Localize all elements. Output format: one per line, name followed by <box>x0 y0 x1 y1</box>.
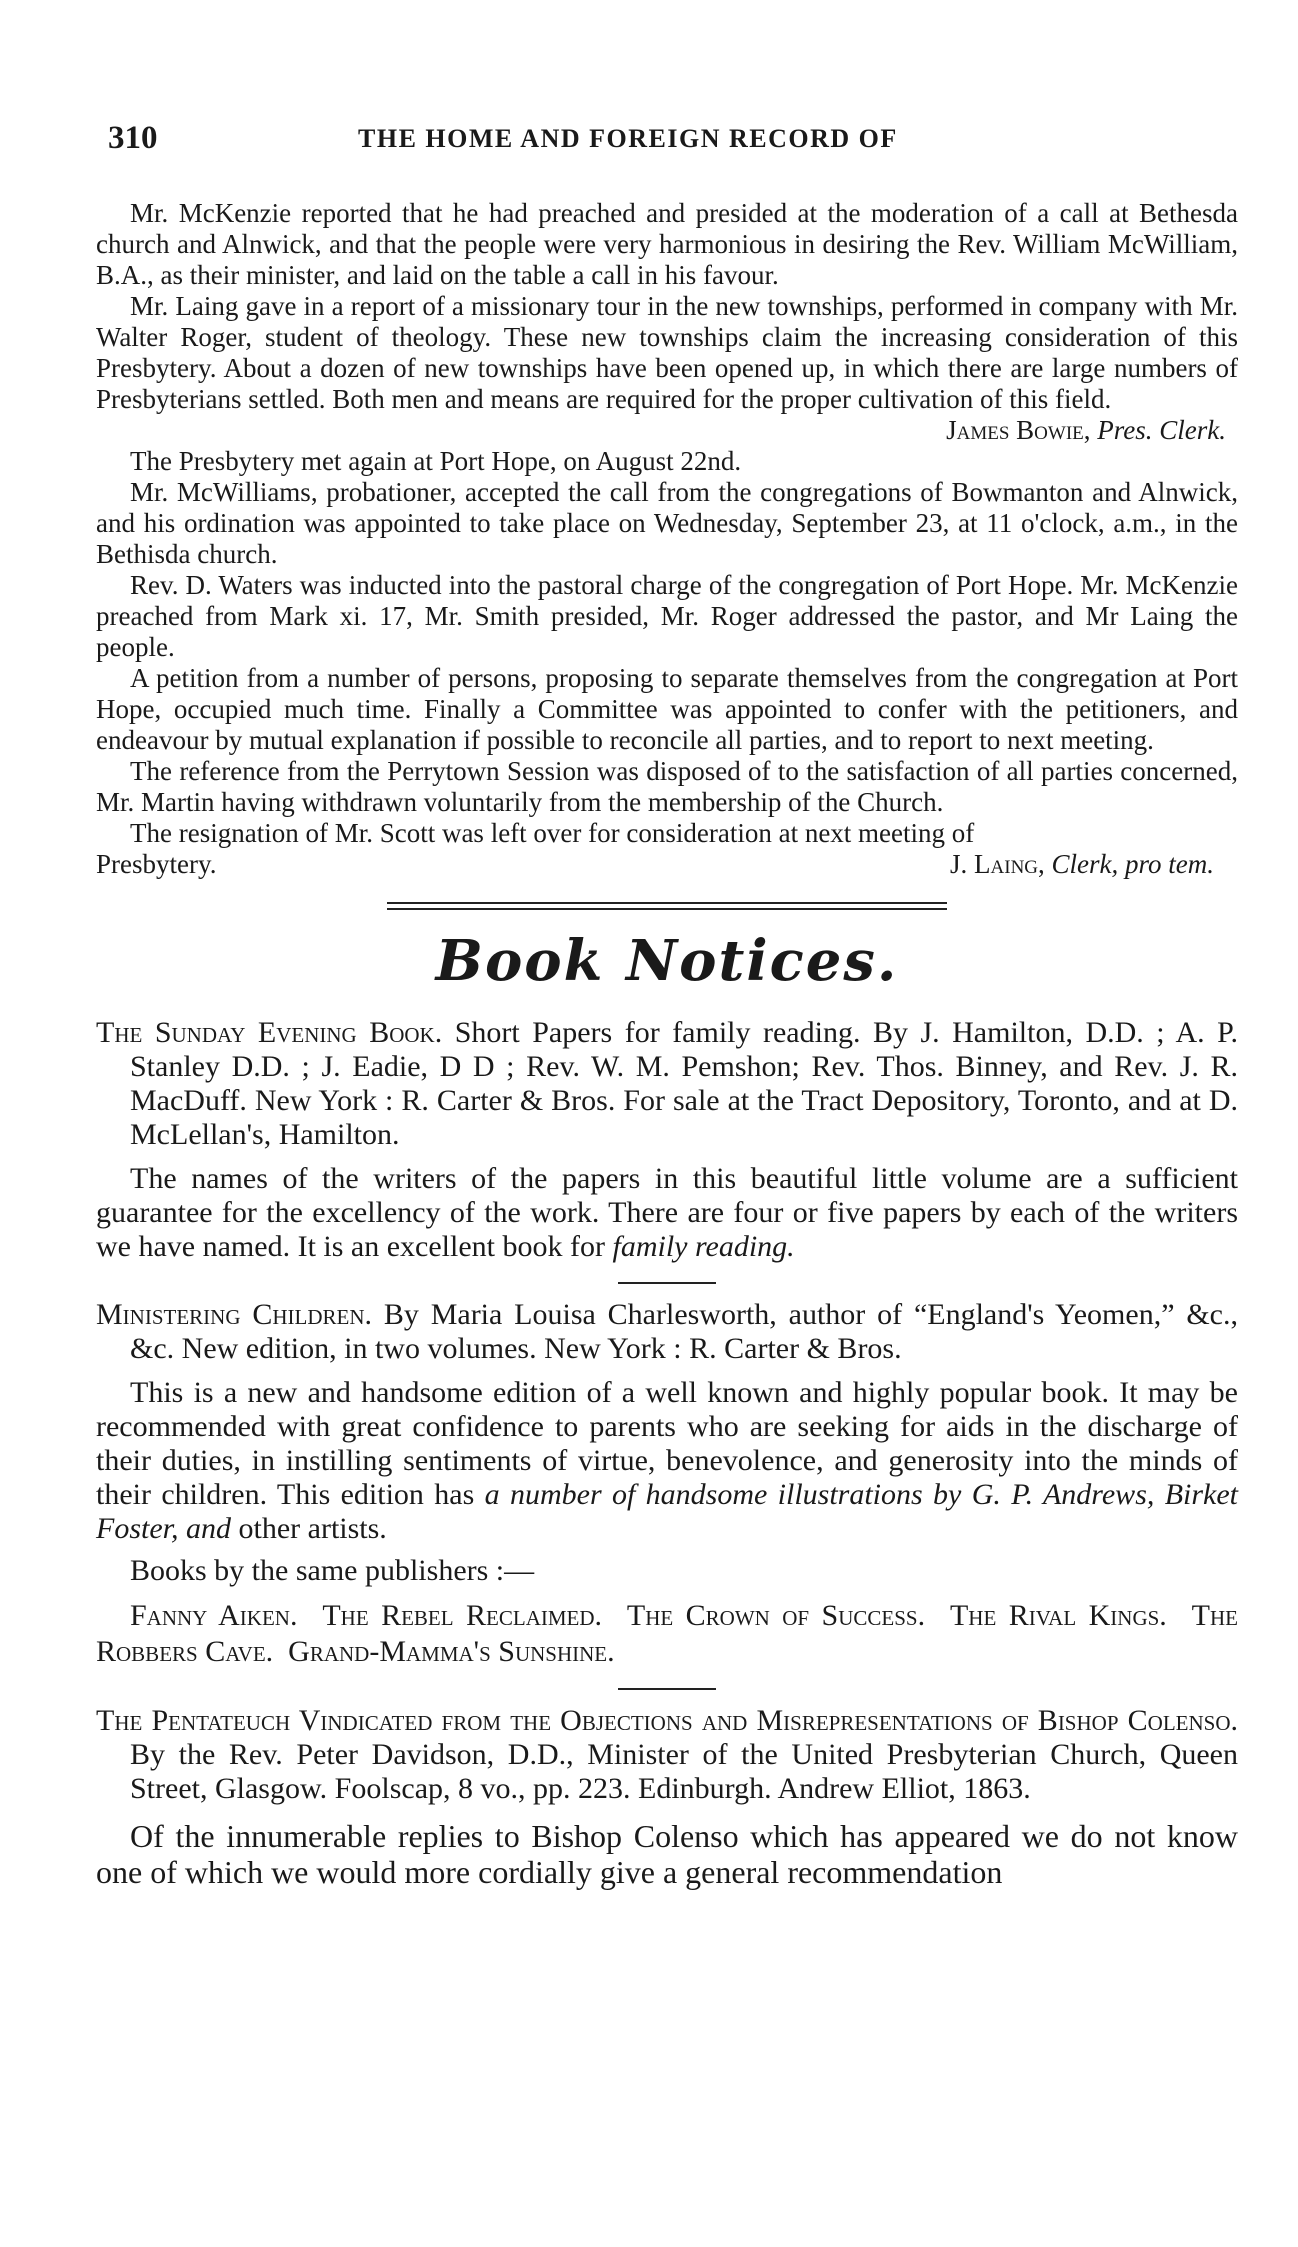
book-details: By the Rev. Peter Davidson, D.D., Minister of the United Presbyterian Church, Queen Street, Glasgow. Foolscap, 8 vo., pp. 223. Edinburgh. Andrew Elliot, 1863. <box>130 1738 1238 1805</box>
book-list-item: The Robbers Cave. <box>96 1599 1238 1668</box>
book-list-item: The Rebel Reclaimed. <box>322 1599 603 1632</box>
review-text: The names of the writers of the papers in this beautiful little volume are a sufficient guarantee for the excellency of the work. There are four or five papers by each of the writers we have named. It is an excellent book for <box>96 1162 1238 1263</box>
page-content <box>96 198 1238 1890</box>
minutes-paragraph: A petition from a number of persons, proposing to separate themselves from the congregation at Port Hope, occupied much time. Finally a Committee was appointed to confer with the petitioners, and endeavour by mutual explanation if possible to reconcile all parties, and to report to next meeting. <box>96 663 1238 755</box>
presbytery-minutes <box>96 198 1238 880</box>
review-text: This is a new and handsome edition of a well known and highly popular book. It may be recommended with great confidence to parents who are seeking for aids in the discharge of their duties, in instilling sentiments of virtue, benevolence, and generosity into the minds of their children. This edition has <box>96 1376 1238 1511</box>
notice-rule <box>618 1282 716 1284</box>
section-divider <box>387 902 947 910</box>
book-title: Ministering Children. <box>96 1298 372 1331</box>
minutes-paragraph: The Presbytery met again at Port Hope, on August 22nd. <box>130 446 742 476</box>
signature-role: Clerk, pro tem. <box>1051 849 1214 879</box>
notice-heading <box>96 1298 1238 1366</box>
review-italic: a number of handsome illustrations by G. P. Andrews, Birket Foster, and <box>96 1478 1239 1545</box>
notice-heading <box>96 1704 1238 1806</box>
notice-review: Of the innumerable replies to Bishop Colenso which has appeared we do not know one of which we would more cordially give a general recommendation <box>96 1818 1238 1890</box>
signature-name: J. Laing, <box>950 849 1045 879</box>
signature-laing <box>96 849 1238 880</box>
review-italic: family reading. <box>612 1230 795 1263</box>
book-list-item: Grand-Mamma's Sunshine. <box>288 1635 615 1668</box>
notice-review <box>96 1162 1238 1264</box>
book-list-item: The Rival Kings. <box>949 1599 1167 1632</box>
review-text-end: other artists. <box>238 1512 387 1545</box>
section-title: Book Notices. <box>435 928 899 994</box>
minutes-paragraph: The resignation of Mr. Scott was left over for consideration at next meeting of <box>130 818 975 848</box>
same-publishers-list <box>96 1598 1238 1670</box>
book-notice <box>96 1016 1238 1264</box>
closing-word: Presbytery. <box>96 849 217 879</box>
signature-bowie <box>96 415 1238 446</box>
same-publishers-intro: Books by the same publishers :— <box>130 1554 535 1587</box>
book-notice <box>96 1298 1238 1670</box>
running-title: THE HOME AND FOREIGN RECORD OF <box>358 124 898 153</box>
minutes-paragraph: The reference from the Perrytown Session was disposed of to the satisfaction of all parties concerned, Mr. Martin having withdrawn voluntarily from the membership of the Church. <box>96 756 1238 817</box>
book-list-item: The Crown of Success. <box>626 1599 926 1632</box>
notice-rule <box>618 1688 716 1690</box>
signature-role: Pres. Clerk. <box>1097 415 1226 445</box>
book-details: Short Papers for family reading. By J. Hamilton, D.D. ; A. P. Stanley D.D. ; J. Eadie, D D ; Rev. W. M. Pemshon; Rev. Thos. Binney, and Rev. J. R. MacDuff. New York : R. Carter & Bros. For sale at the Tract Depository, Toronto, and at D. McLellan's, Hamilton. <box>130 1016 1238 1151</box>
notice-review <box>96 1376 1238 1546</box>
book-list-item: Fanny Aiken. <box>130 1599 298 1632</box>
minutes-paragraph: Mr. McWilliams, probationer, accepted the call from the congregations of Bowmanton and Alnwick, and his ordination was appointed to take place on Wednesday, September 23, at 11 o'clock, a.m., in the Bethisda church. <box>96 477 1238 569</box>
page-header <box>108 120 1228 164</box>
minutes-paragraph: Rev. D. Waters was inducted into the pastoral charge of the congregation of Port Hope. Mr. McKenzie preached from Mark xi. 17, Mr. Smith presided, Mr. Roger addressed the pastor, and Mr Laing the people. <box>96 570 1238 662</box>
minutes-paragraph: Mr. Laing gave in a report of a missionary tour in the new townships, performed in company with Mr. Walter Roger, student of theology. These new townships claim the increasing consideration of this Presbytery. About a dozen of new townships have been opened up, in which there are large numbers of Presbyterians settled. Both men and means are required for the proper cultivation of this field. <box>96 291 1238 414</box>
book-title: The Sunday Evening Book. <box>96 1016 443 1049</box>
minutes-paragraph: Mr. McKenzie reported that he had preached and presided at the moderation of a call at Bethesda church and Alnwick, and that the people were very harmonious in desiring the Rev. William McWilliam, B.A., as their minister, and laid on the table a call in his favour. <box>96 198 1238 290</box>
notice-heading <box>96 1016 1238 1152</box>
signature-name: James Bowie, <box>946 415 1091 445</box>
book-details: By Maria Louisa Charlesworth, author of “England's Yeomen,” &c., &c. New edition, in two volumes. New York : R. Carter & Bros. <box>130 1298 1238 1365</box>
book-title: The Pentateuch Vindicated from the Objections and Misrepresentations of Bishop Colenso. <box>96 1704 1238 1737</box>
book-notice <box>96 1704 1238 1890</box>
page-number: 310 <box>108 120 158 156</box>
